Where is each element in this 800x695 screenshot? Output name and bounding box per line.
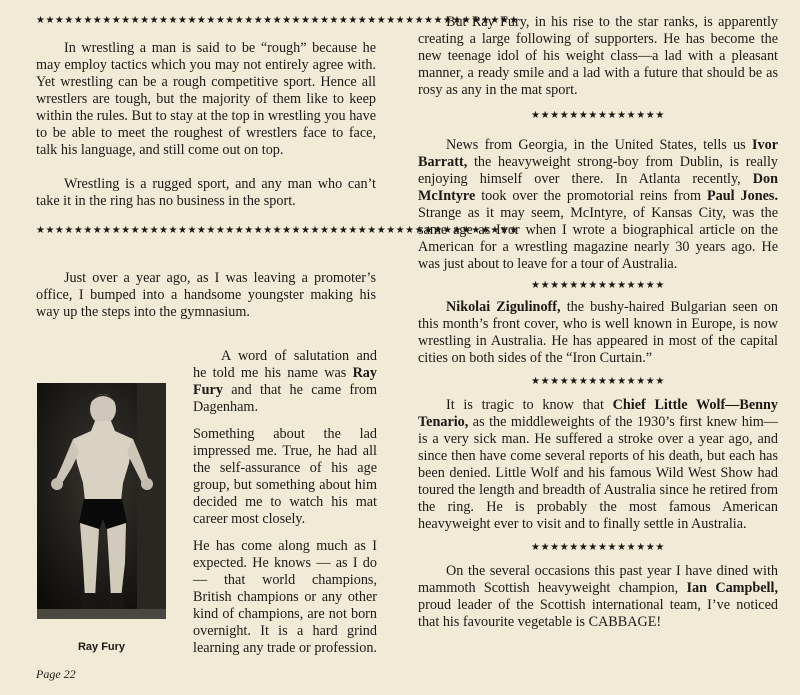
ray-fury-photo — [37, 383, 166, 619]
following-paragraph: But Ray Fury, in his rise to the star ranks, is apparently creating a large following of supporters. He has become the new teenage idol of his weight class—a lad with a pleasant manner, a ready smile and a lad with a future that should be as rosy as any in the mat sport. — [418, 14, 778, 98]
georgia-paragraph: News from Georgia, in the United States, tells us Ivor Barratt, the heavyweight strong-boy from Dublin, is really enjoying himself over there. In Atlanta recently, Don McIntyre took over the promotorial reins from Paul Jones. Strange as it may seem, McIntyre, of Kansas City, was the same age as Ivor when I wrote a biographical article on the American for a wrestling magazine nearly 30 years ago. He was just about to leave for a tour of Australia. — [418, 137, 778, 272]
name-nikolai-zigulinoff: Nikolai Zigulinoff, — [446, 299, 561, 315]
name-ivor-barratt: Ivor Barratt, — [418, 137, 778, 170]
star-divider: ★★★★★★★★★★★★★★ — [531, 376, 665, 387]
salutation-paragraph: A word of salutation and he told me his name was Ray Fury and that he came from Dagenham. — [193, 348, 377, 415]
star-divider: ★★★★★★★★★★★★★★ — [531, 280, 665, 291]
name-chief-little-wolf: Chief Little Wolf—Benny Tenario, — [418, 397, 778, 430]
name-ray-fury: Ray Fury — [193, 365, 377, 398]
star-divider: ★★★★★★★★★★★★★★ — [531, 110, 665, 121]
photo-side-text — [193, 348, 377, 657]
meeting-paragraph: Just over a year ago, as I was leaving a promoter’s office, I bumped into a handsome youngster making his way up the steps into the gymnasium. — [36, 270, 376, 320]
name-paul-jones: Paul Jones. — [706, 188, 778, 204]
rugged-sport-paragraph: Wrestling is a rugged sport, and any man who can’t take it in the ring has no business in the sport. — [36, 176, 376, 209]
name-ian-campbell: Ian Campbell, — [686, 580, 778, 596]
star-divider: ★★★★★★★★★★★★★★★★★★★★★★★★★★★★★★★★★★★★★★★★★★★★★★★★★★★ — [36, 15, 519, 26]
progress-paragraph: He has come along much as I expected. He knows — as I do — that world champions, British champions or any other kind of champions, are not born overnight. It is a hard grind learning any trade or profession. — [193, 538, 377, 656]
zigulinoff-paragraph: Nikolai Zigulinoff, the bushy-haired Bulgarian seen on this month’s front cover, who is well known in Europe, is now wrestling in Australia. He has appeared in most of the capital cities on both sides of the “Iron Curtain.” — [418, 299, 778, 366]
right-column — [418, 14, 778, 631]
wrestler-silhouette — [37, 383, 166, 619]
photo-caption: Ray Fury — [77, 641, 126, 653]
name-don-mcintyre: Don McIntyre — [418, 171, 778, 204]
star-divider: ★★★★★★★★★★★★★★★★★★★★★★★★★★★★★★★★★★★★★★★★★★★★★★★★★★★ — [36, 225, 519, 236]
little-wolf-paragraph: It is tragic to know that Chief Little Wolf—Benny Tenario, as the middleweights of the 1930’s first knew him—is a very sick man. He suffered a stroke over a year ago, and since then have come several reports of his death, but each has been denied. Little Wolf and his famous Wild West Show had toured the length and breadth of Australia since he retired from the ring. He is probably the most famous American heavyweight ever to visit and to finally settle in Australia. — [418, 397, 778, 532]
campbell-paragraph: On the several occasions this past year I have dined with mammoth Scottish heavyweight champion, Ian Campbell, proud leader of the Scottish international team, I’ve noticed that his favourite vegetable is CABBAGE! — [418, 563, 778, 630]
page-number: Page 22 — [36, 667, 76, 681]
rough-sport-paragraph: In wrestling a man is said to be “rough” because he may employ tactics which you may not entirely agree with. Yet wrestling can be a rough competitive sport. Hence all wrestlers are tough, but the majority of them like to keep within the rules. But to stay at the top in wrestling you have to be able to meet the roughest of wrestlers face to face, talk his language, and still come out on top. — [36, 40, 376, 158]
impression-paragraph: Something about the lad impressed me. True, he had all the self-assurance of his age group, but something about him decided me to watch his mat career most closely. — [193, 426, 377, 527]
star-divider: ★★★★★★★★★★★★★★ — [531, 542, 665, 553]
